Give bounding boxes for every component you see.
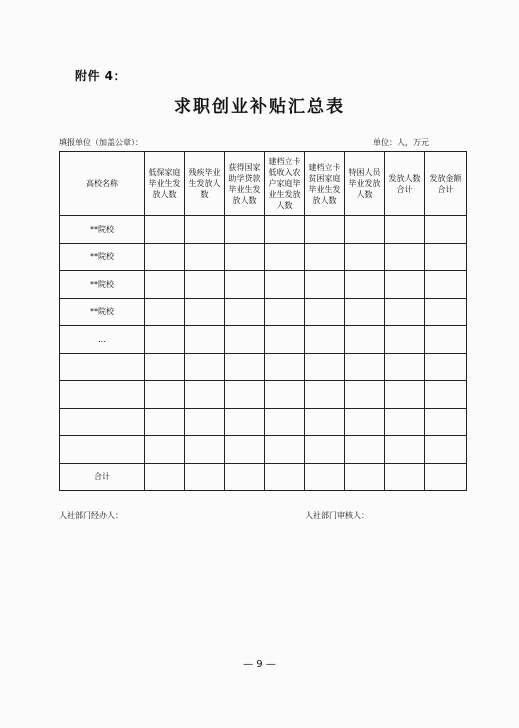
header-low-income-rural: 建档立卡低收入农户家庭毕业生发放人数 — [265, 152, 305, 216]
filler-unit-label: 填报单位（加盖公章）： — [59, 138, 143, 147]
row-school-name — [60, 381, 145, 409]
header-low-income-family: 低保家庭毕业生发放人数 — [145, 152, 185, 216]
reviewer-signature-label: 人社部门审核人： — [305, 511, 369, 520]
table-row — [60, 243, 467, 271]
handler-signature-label: 人社部门经办人： — [59, 511, 123, 520]
row-school-name — [60, 353, 145, 381]
table-row — [60, 381, 467, 409]
row-school-name: **院校 — [60, 271, 145, 299]
summary-table — [59, 151, 467, 491]
page-title: 求职创业补贴汇总表 — [174, 97, 345, 117]
table-row — [60, 216, 467, 244]
header-total-count: 发放人数合计 — [385, 152, 425, 216]
table-total-row — [60, 463, 467, 491]
row-school-name: **院校 — [60, 298, 145, 326]
table-row — [60, 353, 467, 381]
attachment-label: 附件 4： — [75, 69, 127, 83]
table-row — [60, 298, 467, 326]
row-school-name — [60, 436, 145, 464]
unit-label: 单位：人，万元 — [373, 138, 429, 147]
header-school-name: 高校名称 — [60, 152, 145, 216]
table-header-row — [60, 152, 467, 216]
table-row — [60, 408, 467, 436]
header-student-loan: 获得国家助学贷款毕业生发放人数 — [225, 152, 265, 216]
page-number: — 9 — — [243, 659, 276, 670]
header-total-amount: 发放金额合计 — [425, 152, 467, 216]
row-school-name — [60, 408, 145, 436]
header-poverty-family: 建档立卡贫困家庭毕业生发放人数 — [305, 152, 345, 216]
table-row — [60, 326, 467, 354]
header-disabled: 残疾毕业生发放人数 — [185, 152, 225, 216]
row-total-label: 合计 — [60, 463, 145, 491]
row-ellipsis: … — [60, 326, 145, 354]
header-extreme-poverty: 特困人员毕业发放人数 — [345, 152, 385, 216]
row-school-name: **院校 — [60, 243, 145, 271]
row-school-name: **院校 — [60, 216, 145, 244]
table-row — [60, 436, 467, 464]
table-row — [60, 271, 467, 299]
